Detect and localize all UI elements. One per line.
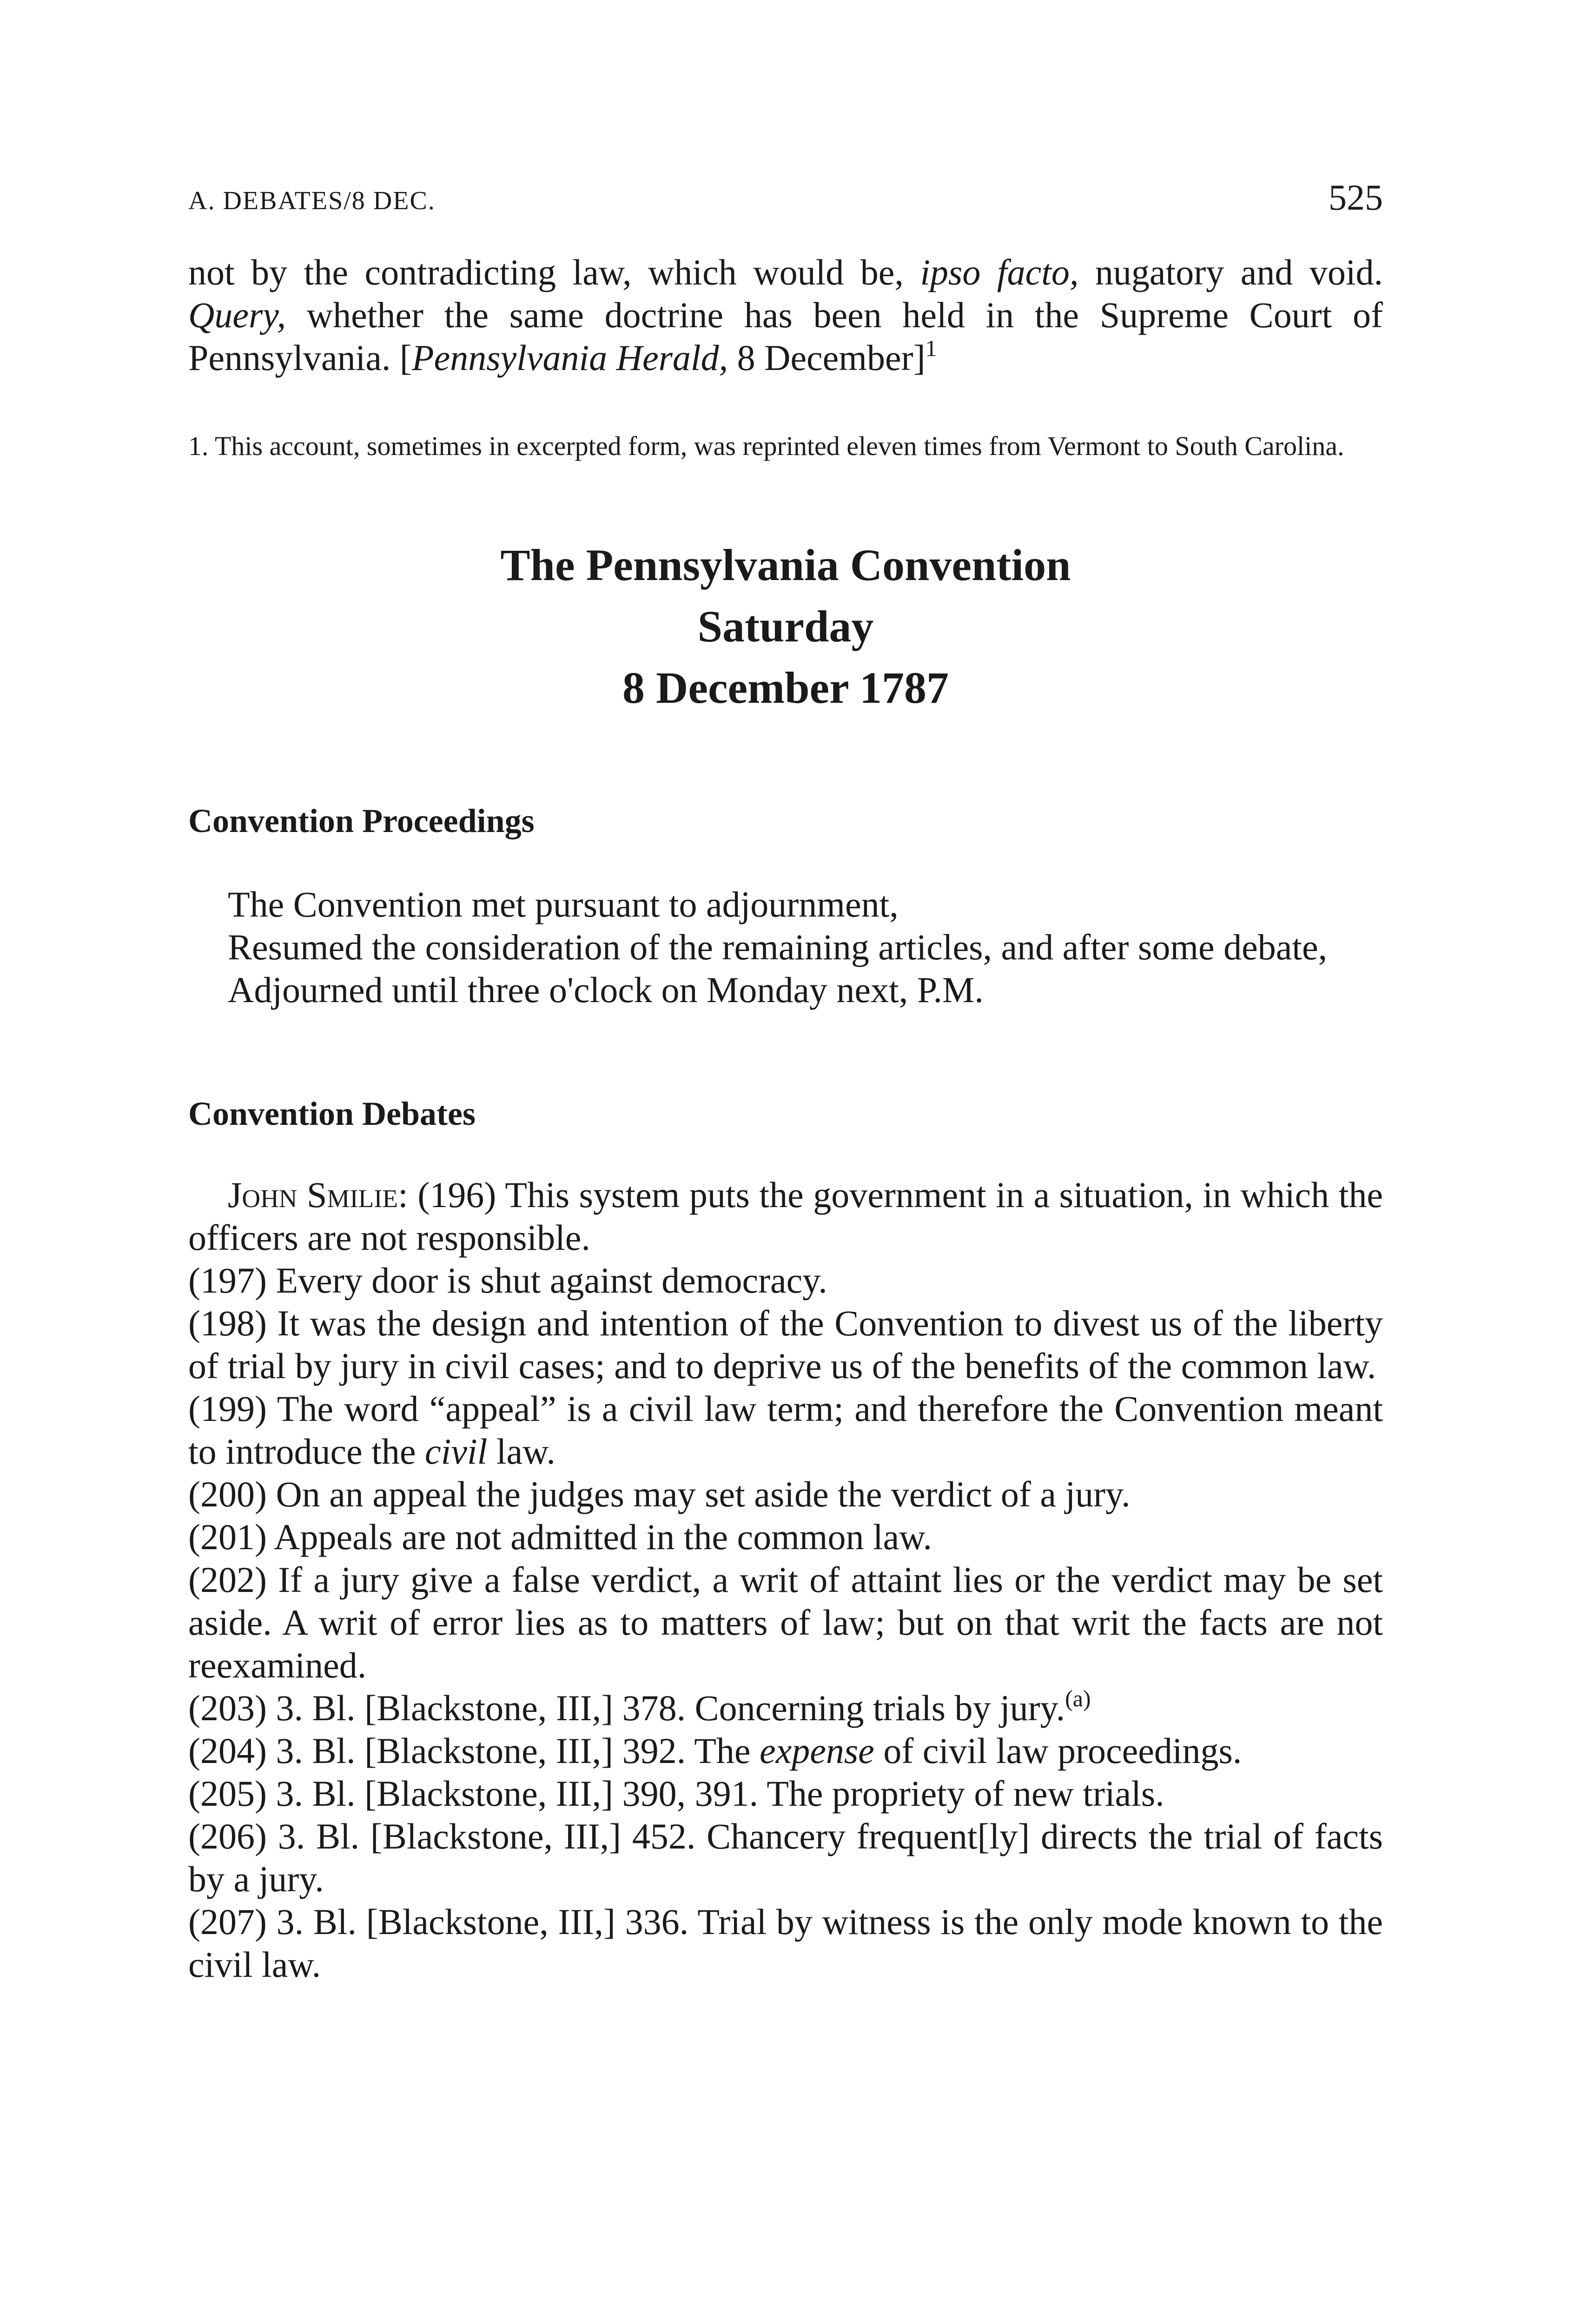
debate-paragraph-205: (205) 3. Bl. [Blackstone, III,] 390, 391. The propriety of new trials. bbox=[188, 1773, 1164, 1814]
debate-paragraph-201: (201) Appeals are not admitted in the common law. bbox=[188, 1517, 932, 1557]
footnote bbox=[188, 428, 1383, 465]
text-run: (204) 3. Bl. [Blackstone, III,] 392. The bbox=[188, 1730, 751, 1771]
text-run: (203) 3. Bl. [Blackstone, III,] 378. Concerning trials by jury. bbox=[188, 1688, 1065, 1728]
italic-run: Pennsylvania Herald, bbox=[411, 337, 728, 378]
italic-run: ipso facto, bbox=[920, 252, 1079, 292]
text-run: of civil law proceedings. bbox=[883, 1730, 1242, 1771]
page-number: 525 bbox=[1329, 177, 1383, 218]
italic-run: civil bbox=[425, 1431, 488, 1472]
section-title bbox=[188, 535, 1383, 719]
title-line-2: Saturday bbox=[697, 601, 874, 651]
debate-paragraph-203 bbox=[188, 1687, 1383, 1730]
debate-paragraph-206: (206) 3. Bl. [Blackstone, III,] 452. Chancery frequent[ly] directs the trial of facts by a jury. bbox=[188, 1816, 1383, 1899]
debate-paragraph-196 bbox=[188, 1174, 1383, 1259]
debate-paragraph-204 bbox=[188, 1730, 1383, 1772]
proceedings-line: The Convention met pursuant to adjournment, bbox=[228, 884, 899, 924]
debates-heading: Convention Debates bbox=[188, 1095, 476, 1132]
paragraph-continuation bbox=[188, 251, 1383, 379]
running-head: A. DEBATES/8 DEC. bbox=[188, 186, 436, 215]
text-run: whether the same doctrine has been held in the Supreme Court of Pennsylvania. [ bbox=[188, 295, 1383, 378]
debate-paragraph-197: (197) Every door is shut against democracy. bbox=[188, 1260, 827, 1301]
debate-paragraph-207: (207) 3. Bl. [Blackstone, III,] 336. Trial by witness is the only mode known to the civil law. bbox=[188, 1901, 1383, 1985]
speaker-name: John Smilie: bbox=[228, 1175, 408, 1215]
proceedings-heading: Convention Proceedings bbox=[188, 802, 535, 839]
text-run: (199) The word “appeal” is a civil law term; and therefore the Convention meant to introduce the bbox=[188, 1388, 1383, 1472]
footnote-marker: 1 bbox=[925, 335, 937, 361]
title-line-1: The Pennsylvania Convention bbox=[500, 540, 1071, 590]
italic-run: expense bbox=[759, 1730, 874, 1771]
debate-paragraph-200: (200) On an appeal the judges may set aside the verdict of a jury. bbox=[188, 1474, 1131, 1514]
footnote-text: 1. This account, sometimes in excerpted form, was reprinted eleven times from Vermont to South Carolina. bbox=[188, 431, 1344, 461]
proceedings-line: Resumed the consideration of the remaining articles, and after some debate, bbox=[228, 927, 1328, 967]
debate-paragraph-202: (202) If a jury give a false verdict, a writ of attaint lies or the verdict may be set aside. A writ of error lies as to matters of law; but on that writ the facts are not reexamined. bbox=[188, 1559, 1383, 1685]
italic-run: Query, bbox=[188, 295, 286, 335]
debate-paragraph-199 bbox=[188, 1387, 1383, 1473]
text-run: 8 December] bbox=[737, 337, 926, 378]
continued-paragraph bbox=[188, 251, 1383, 379]
title-line-3: 8 December 1787 bbox=[622, 663, 949, 713]
proceedings-line: Adjourned until three o'clock on Monday next, P.M. bbox=[228, 970, 984, 1010]
proceedings-text bbox=[188, 883, 1383, 1011]
text-run: (196) This system puts the government in a situation, in which the officers are not responsible. bbox=[188, 1175, 1383, 1258]
text-run: law. bbox=[496, 1431, 555, 1472]
debate-paragraph-198: (198) It was the design and intention of the Convention to divest us of the liberty of trial by jury in civil cases; and to deprive us of the benefits of the common law. bbox=[188, 1303, 1383, 1386]
text-run: not by the contradicting law, which would be, bbox=[188, 252, 904, 292]
text-run: nugatory and void. bbox=[1095, 252, 1383, 292]
note-marker: (a) bbox=[1065, 1685, 1091, 1711]
debates-text bbox=[188, 1174, 1383, 1986]
page-header bbox=[188, 177, 1383, 228]
